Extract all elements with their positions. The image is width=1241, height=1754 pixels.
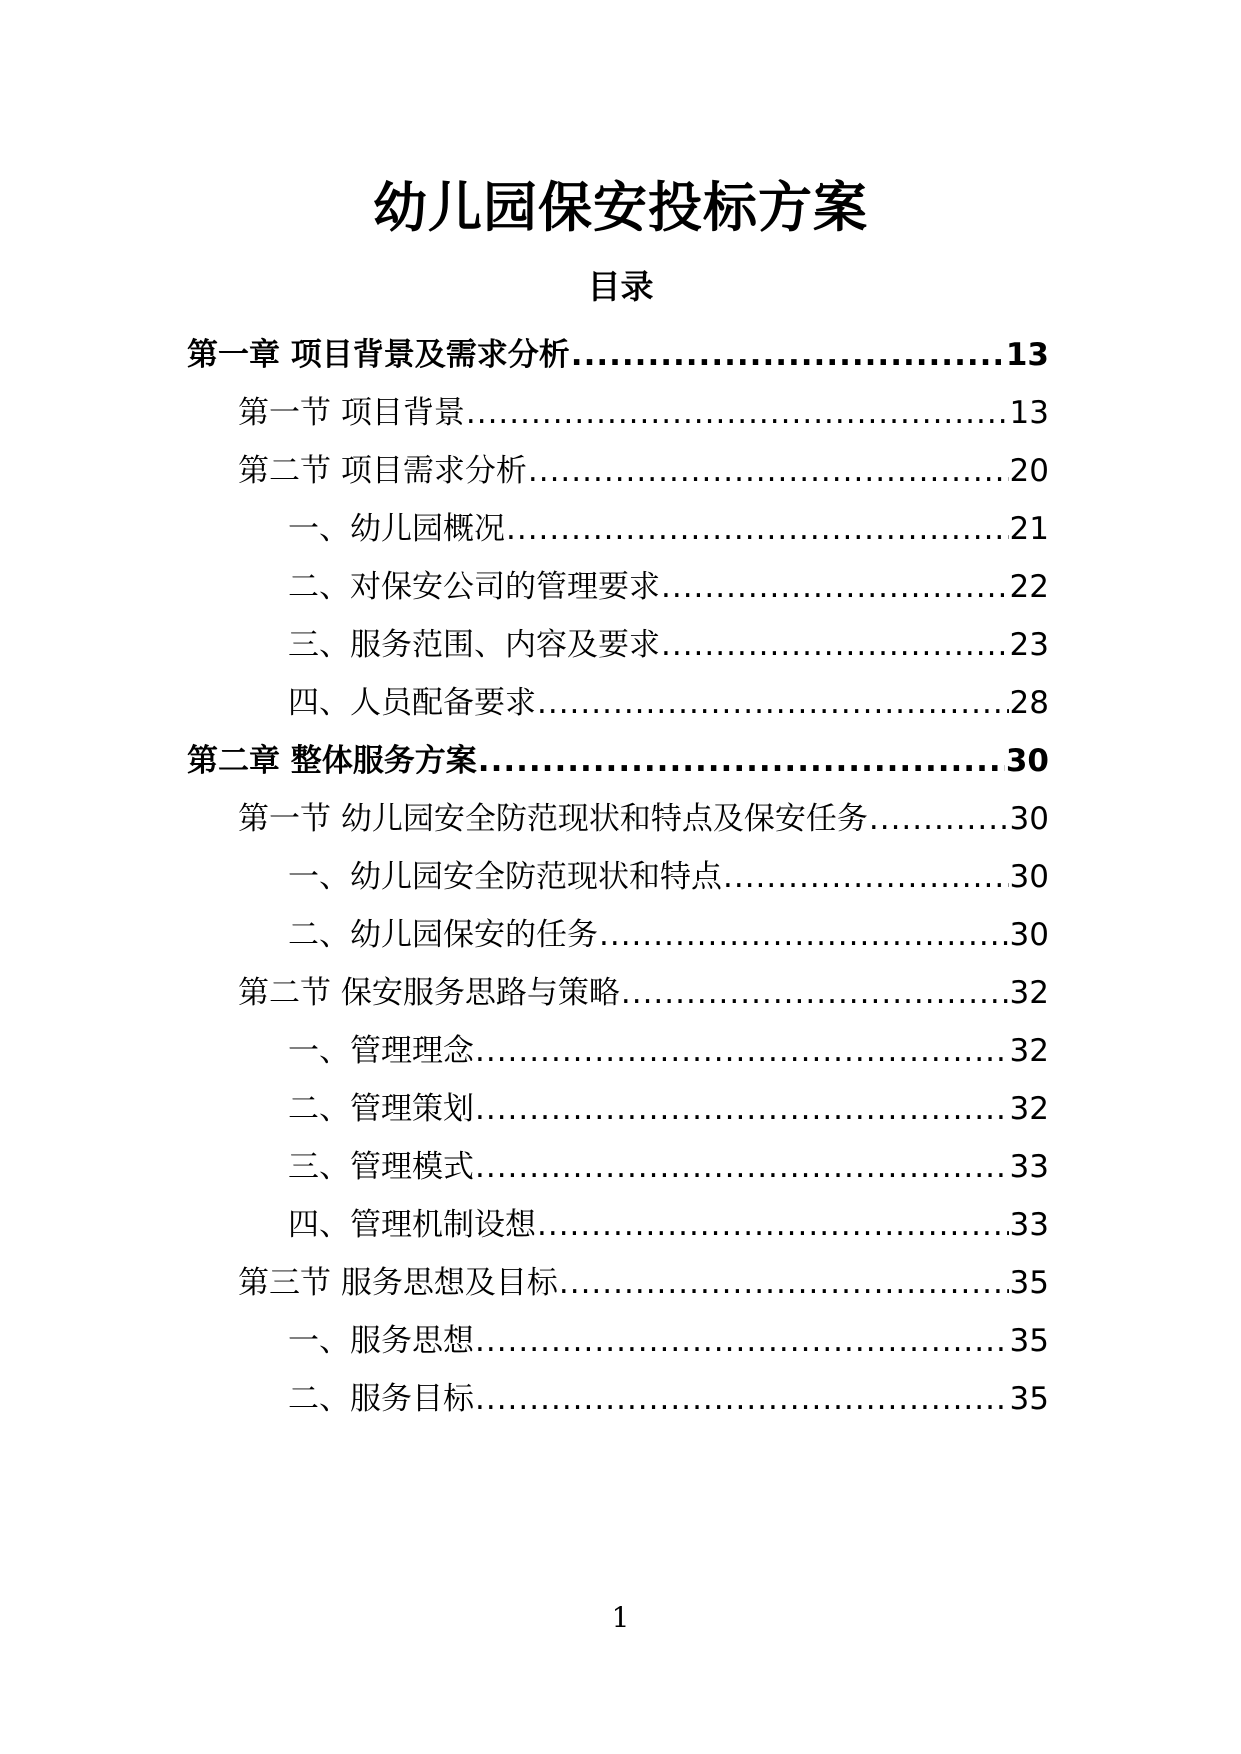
toc-entry-label: 一、服务思想 <box>288 1323 474 1359</box>
toc-dot-leader <box>475 1082 1009 1136</box>
toc-entry-page: 33 <box>1009 1207 1049 1243</box>
toc-dot-leader <box>723 850 1009 904</box>
toc-entry-label: 三、服务范围、内容及要求 <box>288 627 660 663</box>
toc-entry-label: 二、对保安公司的管理要求 <box>288 569 660 605</box>
toc-entry[interactable] <box>238 792 1049 846</box>
toc-entry[interactable] <box>288 618 1049 672</box>
toc-entry[interactable] <box>288 1140 1049 1194</box>
toc-entry[interactable] <box>288 502 1049 556</box>
toc-entry[interactable] <box>288 908 1049 962</box>
toc-entry-page: 30 <box>1009 801 1049 837</box>
toc-entry-page: 32 <box>1009 975 1049 1011</box>
toc-entry-label: 第一节 幼儿园安全防范现状和特点及保安任务 <box>238 801 868 837</box>
toc-entry-label: 二、幼儿园保安的任务 <box>288 917 598 953</box>
toc-entry-page: 23 <box>1009 627 1049 663</box>
toc-entry-page: 35 <box>1009 1381 1049 1417</box>
toc-dot-leader <box>599 908 1009 962</box>
toc-entry-label: 四、人员配备要求 <box>288 685 536 721</box>
toc-entry-label: 三、管理模式 <box>288 1149 474 1185</box>
toc-entry[interactable] <box>238 1256 1049 1310</box>
toc-entry-page: 33 <box>1009 1149 1049 1185</box>
toc-entry-label: 第二节 保安服务思路与策略 <box>238 975 620 1011</box>
toc-dot-leader <box>661 618 1009 672</box>
toc-dot-leader <box>475 1140 1009 1194</box>
toc-entry[interactable] <box>238 386 1049 440</box>
toc-entry-page: 30 <box>1009 859 1049 895</box>
toc-entry[interactable] <box>187 328 1049 382</box>
toc-entry[interactable] <box>288 1082 1049 1136</box>
toc-entry-page: 30 <box>1009 917 1049 953</box>
toc-entry-label: 第三节 服务思想及目标 <box>238 1265 558 1301</box>
toc-dot-leader <box>475 1024 1009 1078</box>
toc-entry-page: 13 <box>1009 395 1049 431</box>
toc-entry[interactable] <box>187 734 1049 788</box>
toc-dot-leader <box>528 444 1009 498</box>
toc-entry[interactable] <box>238 444 1049 498</box>
page-number: 1 <box>611 1601 630 1634</box>
toc-entry-label: 第一章 项目背景及需求分析 <box>187 337 570 373</box>
toc-entry[interactable] <box>238 966 1049 1020</box>
toc-entry-page: 13 <box>1005 337 1049 373</box>
toc-entry-label: 一、幼儿园安全防范现状和特点 <box>288 859 722 895</box>
toc-entry-label: 二、管理策划 <box>288 1091 474 1127</box>
toc-entry-page: 32 <box>1009 1033 1049 1069</box>
toc-entry[interactable] <box>288 1198 1049 1252</box>
toc-dot-leader <box>559 1256 1009 1310</box>
toc-dot-leader <box>537 1198 1009 1252</box>
toc-entry-label: 第二节 项目需求分析 <box>238 453 527 489</box>
toc-dot-leader <box>869 792 1009 846</box>
document-title: 幼儿园保安投标方案 <box>373 176 868 239</box>
toc-entry[interactable] <box>288 676 1049 730</box>
toc-entry-label: 一、管理理念 <box>288 1033 474 1069</box>
toc-entry[interactable] <box>288 1314 1049 1368</box>
toc-dot-leader <box>475 1314 1009 1368</box>
toc-entry-label: 第一节 项目背景 <box>238 395 465 431</box>
toc-dot-leader <box>466 386 1009 440</box>
toc-entry-page: 20 <box>1009 453 1049 489</box>
toc-entry-page: 35 <box>1009 1265 1049 1301</box>
toc-entry-label: 一、幼儿园概况 <box>288 511 505 547</box>
toc-dot-leader <box>506 502 1009 556</box>
toc-entry-page: 35 <box>1009 1323 1049 1359</box>
toc-dot-leader <box>478 734 1005 788</box>
toc-entry[interactable] <box>288 1372 1049 1426</box>
toc-entry-label: 第二章 整体服务方案 <box>187 743 477 779</box>
toc-entry-page: 30 <box>1005 743 1049 779</box>
toc-entry-label: 四、管理机制设想 <box>288 1207 536 1243</box>
toc-entry-page: 32 <box>1009 1091 1049 1127</box>
toc-entry-page: 21 <box>1009 511 1049 547</box>
toc-entry-page: 28 <box>1009 685 1049 721</box>
toc-entry[interactable] <box>288 850 1049 904</box>
toc-entry-page: 22 <box>1009 569 1049 605</box>
toc-entry[interactable] <box>288 560 1049 614</box>
toc-entry-label: 二、服务目标 <box>288 1381 474 1417</box>
toc-dot-leader <box>621 966 1009 1020</box>
toc-dot-leader <box>571 328 1005 382</box>
toc-dot-leader <box>537 676 1009 730</box>
toc-dot-leader <box>475 1372 1009 1426</box>
toc-entry[interactable] <box>288 1024 1049 1078</box>
toc-dot-leader <box>661 560 1009 614</box>
toc-heading: 目录 <box>587 267 654 306</box>
